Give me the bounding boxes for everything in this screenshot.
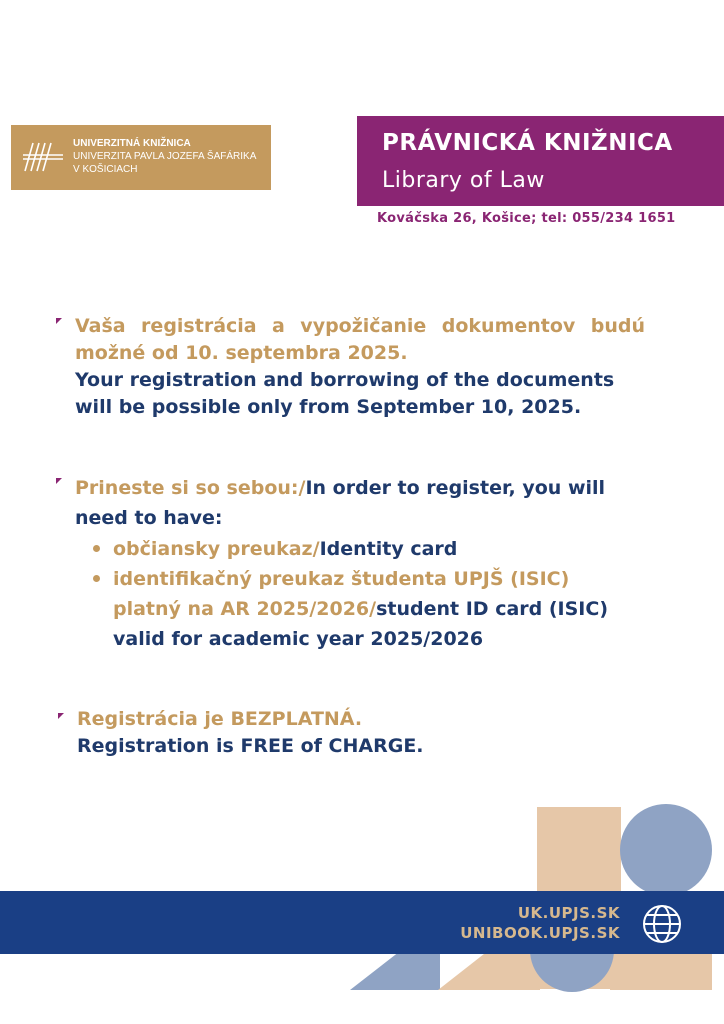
notice-en-line-2: will be possible only from September 10, 2025.	[75, 396, 582, 418]
corner-bullet-icon	[56, 478, 62, 484]
title-banner	[357, 116, 724, 206]
logo-line-3: V KOŠICIACH	[73, 164, 138, 175]
corner-bullet-icon	[56, 318, 62, 324]
logo-text	[73, 137, 256, 176]
library-address: Kováčska 26, Košice; tel: 055/234 1651	[377, 211, 676, 226]
logo-line-1: UNIVERZITNÁ KNIŽNICA	[73, 138, 191, 149]
bullet-dot-icon	[93, 545, 100, 552]
free-registration-notice	[77, 706, 577, 760]
requirements-en-lead-2: need to have:	[75, 507, 223, 529]
notice-sk-line-1: Vaša registrácia a vypožičanie dokumentov budú	[75, 315, 645, 337]
item-sk: občiansky preukaz/	[113, 538, 320, 560]
item-en-line-2: student ID card (ISIC)	[376, 598, 608, 620]
logo-line-2: UNIVERZITA PAVLA JOZEFA ŠAFÁRIKA	[73, 151, 257, 162]
free-en: Registration is FREE of CHARGE.	[77, 735, 424, 757]
footer-links	[460, 903, 620, 943]
title-slovak: PRÁVNICKÁ KNIŽNICA	[382, 130, 673, 156]
globe-icon	[641, 903, 683, 945]
link-unibook-upjs[interactable]: UNIBOOK.UPJS.SK	[460, 924, 620, 942]
requirements-sk-lead: Prineste si so sebou:/	[75, 477, 306, 499]
requirements-en-lead: In order to register, you will	[305, 477, 606, 499]
bullet-dot-icon	[93, 575, 100, 582]
item-en-line-3: valid for academic year 2025/2026	[113, 628, 484, 650]
university-library-logo	[11, 125, 271, 190]
title-english: Library of Law	[382, 168, 545, 193]
list-item	[93, 534, 608, 564]
requirements-list	[93, 534, 608, 654]
free-sk: Registrácia je BEZPLATNÁ.	[77, 708, 363, 730]
library-logo-icon	[19, 137, 67, 177]
corner-bullet-icon	[58, 713, 64, 719]
item-sk-line-2: platný na AR 2025/2026/	[113, 598, 377, 620]
item-en: Identity card	[319, 538, 458, 560]
notice-sk-line-2: možné od 10. septembra 2025.	[75, 342, 408, 364]
item-sk-line-1: identifikačný preukaz študenta UPJŠ (ISIC)	[113, 568, 570, 590]
link-uk-upjs[interactable]: UK.UPJS.SK	[517, 904, 620, 922]
requirements-heading	[75, 473, 655, 533]
list-item	[93, 564, 608, 654]
registration-date-notice	[75, 313, 645, 421]
notice-en-line-1: Your registration and borrowing of the documents	[75, 369, 615, 391]
